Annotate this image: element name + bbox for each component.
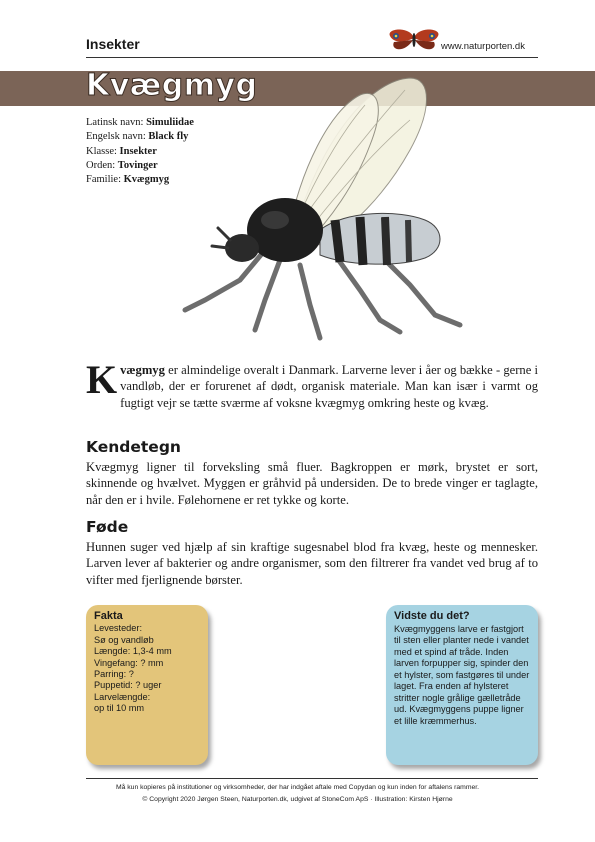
taxonomy-value: Black fly bbox=[148, 131, 189, 143]
fakta-line: Parring: ? bbox=[94, 669, 134, 680]
taxonomy-label: Familie: bbox=[86, 174, 121, 186]
fakta-box bbox=[86, 605, 208, 765]
fakta-title: Fakta bbox=[94, 610, 123, 622]
drop-cap: K bbox=[86, 357, 118, 402]
vidste-title: Vidste du det? bbox=[394, 610, 470, 622]
taxonomy-label: Latinsk navn: bbox=[86, 117, 144, 128]
black-fly-illustration bbox=[170, 70, 500, 350]
vidste-du-det-box bbox=[386, 605, 538, 765]
intro-paragraph bbox=[86, 357, 538, 411]
taxonomy-value: Kvægmyg bbox=[123, 174, 170, 186]
taxonomy-value: Simuliidae bbox=[146, 117, 194, 128]
fakta-line: Vingefang: ? mm bbox=[94, 657, 164, 668]
footer-license: Må kun kopieres på institutioner og virksomheder, der har indgået aftale med Copydan og kun inden for aftalens rammer. bbox=[115, 784, 480, 791]
heading-fode: Føde bbox=[86, 518, 129, 536]
fakta-line: Længde: 1,3-4 mm bbox=[94, 646, 172, 657]
site-url: www.naturporten.dk bbox=[441, 41, 525, 52]
fakta-line: Sø og vandløb bbox=[94, 634, 154, 645]
fakta-line: Larvelængde: bbox=[94, 691, 151, 702]
taxonomy-value: Tovinger bbox=[117, 159, 158, 171]
footer-copyright: © Copyright 2020 Jørgen Steen, Naturporten.dk, udgivet af StoneCom ApS · Illustration: Kirsten Hjørne bbox=[142, 796, 453, 803]
header-rule bbox=[86, 57, 538, 58]
taxonomy-label: Engelsk navn: bbox=[86, 131, 146, 143]
footer-rule bbox=[86, 778, 538, 779]
kendetegn-text: Kvægmyg ligner til forveksling små fluer. Bagkroppen er mørk, brystet er sort, skinnende og hvælvet. Myggen er gråhvid på undersiden. De to brede vinger er taglagte, når den er i hvile. Følehornene er ret tykke og korte. bbox=[86, 460, 538, 507]
section-label: Insekter bbox=[86, 36, 140, 52]
taxonomy-label: Klasse: bbox=[86, 145, 117, 157]
fakta-line: Puppetid: ? uger bbox=[94, 680, 162, 691]
fode-text: Hunnen suger ved hjælp af sin kraftige sugesnabel blod fra kvæg, heste og mennesker. Larven lever af bakterier og andre organismer, som den filtrerer fra vandet ved brug af to vifter med fjerlignende børster. bbox=[86, 540, 538, 587]
intro-text: er almindelige overalt i Danmark. Larverne lever i åer og bække - gerne i vandløb, der er forurenet af dødt, organisk materiale. Man kan især i varmt og fugtigt vejr se tætte sværme af voksne kvægmyg omkring heste og kvæg. bbox=[120, 363, 538, 410]
fakta-line: op til 10 mm bbox=[94, 703, 145, 714]
page-title: Kvægmyg bbox=[86, 68, 258, 103]
fakta-line: Levesteder: bbox=[94, 623, 143, 634]
heading-kendetegn: Kendetegn bbox=[86, 438, 181, 456]
intro-bold: vægmyg bbox=[120, 363, 165, 377]
vidste-text: Kvægmyggens larve er fastgjort til sten eller planter nede i vandet med et spind af tråde. Inden larven forpupper sig, spinder den et hylster, som fastgøres til under laget. Fra enden af hylsteret stritter nogle grålige gælletråde ud. Kvægmyggens puppe ligner et lille kræmmerhus. bbox=[394, 623, 530, 726]
taxonomy-label: Orden: bbox=[86, 159, 116, 171]
taxonomy-value: Insekter bbox=[119, 145, 157, 157]
